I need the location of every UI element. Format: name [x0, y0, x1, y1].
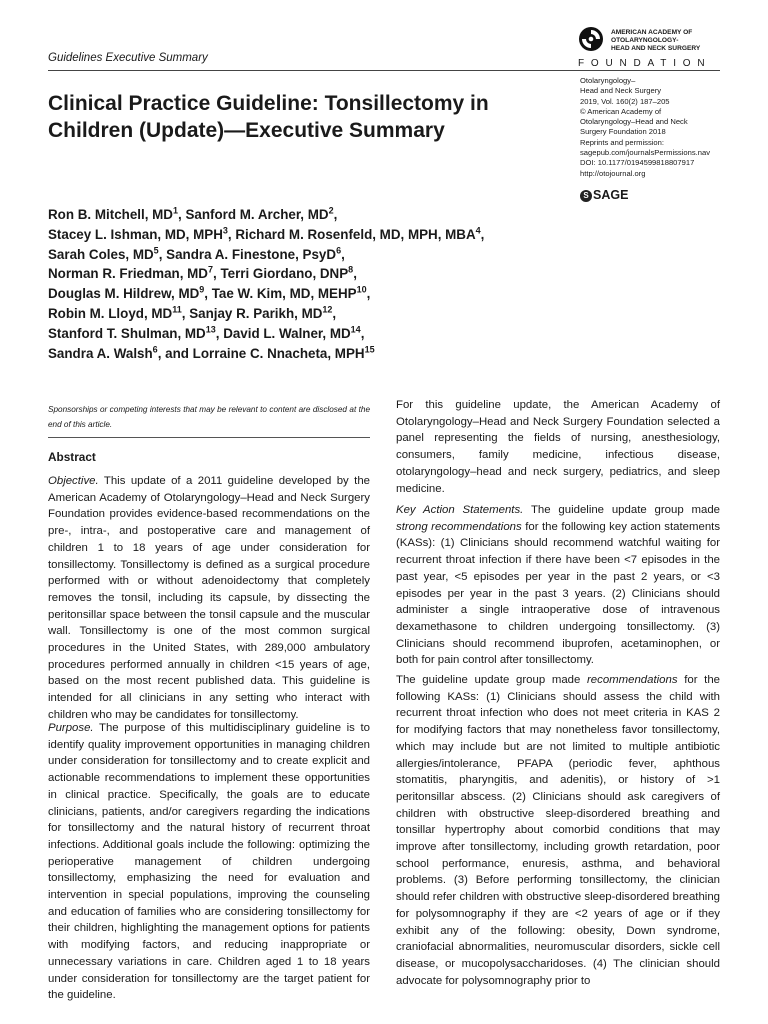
purpose-label: Purpose.	[48, 722, 94, 734]
author-affiliation-marker: 15	[364, 344, 375, 355]
author-name: Robin M. Lloyd, MD	[48, 305, 173, 321]
author-name: Douglas M. Hildrew, MD	[48, 286, 200, 302]
sponsorship-note: Sponsorships or competing interests that may be relevant to content are disclosed at the end of this article.	[48, 405, 370, 429]
running-title: Guidelines Executive Summary	[48, 52, 208, 64]
objective-label: Objective.	[48, 475, 99, 487]
author-name: David L. Walner, MD	[223, 325, 351, 341]
author-line: Douglas M. Hildrew, $MD^9$, Tae W. Kim, MD, MEHP$^{10}$,	[48, 284, 371, 302]
author-affiliation-marker: 13	[205, 324, 216, 335]
sage-logo: S SAGE	[580, 188, 628, 204]
author-affiliation-marker: 1	[172, 205, 178, 216]
author-name: Stacey L. Ishman, MD, MPH	[48, 226, 223, 242]
purpose-paragraph	[48, 720, 370, 1004]
author-affiliation-marker: 8	[348, 264, 354, 275]
panel-paragraph: For this guideline update, the American Academy of Otolaryngology–Head and Neck Surgery Foundation selected a panel representing the fields of nursing, anesthesiology, consumers, family medicine, infectious disease, otolaryngology–head and neck surgery, pediatrics, and sleep medicine.	[396, 399, 720, 495]
section-divider	[48, 437, 370, 438]
author-name: Sandra A. Walsh	[48, 345, 153, 361]
doi-link[interactable]: DOI: 10.1177/0194599818807917	[580, 158, 695, 168]
author-affiliation-marker: 12	[322, 304, 333, 315]
article-title: Clinical Practice Guideline: Tonsillectomy in Children (Update)—Executive Summary	[48, 92, 489, 142]
recommendations-paragraph: The guideline update group made recommendations for the following KASs: (1) Clinicians should assess the child with recurrent throat infection who does not meet criteria in KAS 2 for modifying factors that may nonetheless favor tonsillectomy, which may include but are not limited to multiple antibiotic allergies/intolerance, PFAPA (periodic fever, aphthous stomatitis, pharyngitis, and adenitis), or history of >1 peritonsillar abscess. (2) Clinicians should ask caregivers of children with obstructive sleep-disordered breathing and tonsillar hypertrophy about comorbid conditions that may improve after tonsillectomy, including growth retardation, poor school performance, enuresis, asthma, and behavioral problems. (3) Before performing tonsillectomy, the clinician should refer children with obstructive sleep-disordered breathing for polysomnography if they are <2 years of age or if they exhibit any of the following: obesity, Down syndrome, craniofacial abnormalities, neuromuscular disorders, sickle cell disease, or mucopolysaccharidoses. (4) The clinician should advocate for polysomnography prior to	[396, 674, 721, 987]
logo-foundation-text: FOUNDATION	[578, 58, 712, 69]
author-affiliation-marker: 9	[199, 284, 205, 295]
permissions-link[interactable]: sagepub.com/journalsPermissions.nav	[580, 148, 711, 158]
key-action-statements-paragraph: Key Action Statements. The guideline update group made strong recommendations for the following key action statements (KASs): (1) Clinicians should recommend watchful waiting for recurrent throat infection if there have been <7 episodes in the past year, <5 episodes per year in the past 2 years, or <3 episodes per year in the past 3 years. (2) Clinicians should administer a single intraoperative dose of intravenous dexamethasone to children undergoing tonsillectomy. (3) Clinicians should recommend ibuprofen, acetaminophen, or both for pain control after tonsillectomy.	[396, 504, 721, 667]
author-affiliation-marker: 3	[222, 225, 228, 236]
author-affiliation-marker: 6	[152, 344, 158, 355]
author-affiliation-marker: 2	[328, 205, 334, 216]
author-affiliation-marker: 6	[336, 245, 342, 256]
purpose-text: The purpose of this multidisciplinary guideline is to identify quality improvement opportunities in managing children under consideration for tonsillectomy and to create explicit and actionable recommendations to implement these opportunities in clinical practice. Specifically, the goals are to educate clinicians, patients, and/or caregivers regarding the indications for tonsillectomy and the natural history of recurrent throat infections. Additional goals include the following: optimizing the perioperative management of children undergoing tonsillectomy, emphasizing the need for evaluation and intervention in special populations, improving the counseling and education of families who are considering tonsillectomy for their children, highlighting the management options for patients with modifying factors, and reducing inappropriate or unnecessary variations in care. Children aged 1 to 18 years under consideration for tonsillectomy are the target patient for the guideline.	[48, 722, 370, 1002]
author-name: Ron B. Mitchell, MD	[48, 207, 173, 222]
objective-paragraph	[48, 473, 370, 724]
author-name: Sanford M. Archer, MD	[185, 207, 329, 222]
aao-hns-foundation-logo	[578, 24, 728, 70]
author-line: Stacey L. Ishman, MD, MPH$^3$, Richard M. Rosenfeld, MD, MPH, MBA$^4$,	[48, 225, 485, 242]
abstract-heading: Abstract	[48, 450, 96, 464]
author-affiliation-marker: 11	[172, 304, 182, 315]
author-name: Terri Giordano, DNP	[220, 266, 349, 282]
header-rule	[48, 70, 720, 71]
author-name: Stanford T. Shulman, MD	[48, 325, 206, 341]
kas-label: Key Action Statements.	[396, 504, 524, 516]
author-line: Stanford T. Shulman, MD$^{13}$, David L. Walner, MD$^{14}$,	[48, 324, 365, 341]
author-affiliation-marker: 4	[475, 225, 481, 236]
author-name: Tae W. Kim, MD, MEHP	[211, 286, 357, 302]
objective-text: This update of a 2011 guideline developed by the American Academy of Otolaryngology–Head and Neck Surgery Foundation provides evidence-based recommendations on the pre-, intra-, and postoperative care and management of children 1 to 18 years of age under consideration for tonsillectomy. Tonsillectomy is defined as a surgical procedure performed with or without adenoidectomy that completely removes the tonsil, including its capsule, by dissecting the peritonsillar space between the tonsil capsule and the muscular wall. Tonsillectomy is one of the most common surgical procedures in the United States, with 289,000 ambulatory procedures performed annually in children <15 years of age, based on the most recent published data. This guideline is intended for all clinicians in any setting who interact with children who may be candidates for tonsillectomy.	[48, 475, 370, 721]
foundation-emblem-icon	[578, 26, 604, 52]
author-affiliation-marker: 10	[356, 284, 367, 295]
journal-info: Otolaryngology– Head and Neck Surgery 2019, Vol. 160(2) 187–205 © American Academy of Otolaryngology–Head and Neck Surgery Foundation 2018 Reprints and permission: sagepub.com/journalsPermissions.nav DOI: 10.1177/0194599818807917 http://otojournal.org	[580, 76, 730, 179]
logo-org-name: AMERICAN ACADEMY OF OTOLARYNGOLOGY- HEAD AND NECK SURGERY	[611, 29, 701, 52]
author-name: Sarah Coles, MD	[48, 246, 154, 262]
author-name: and Lorraine C. Nnacheta, MPH	[165, 345, 365, 361]
author-name: Sandra A. Finestone, PsyD	[166, 246, 337, 262]
author-line: Norman R. Friedman, $MD^7$, Terri Giordano, DNP$^8$,	[48, 264, 357, 282]
author-line: Sandra A. Walsh$^6$, and Lorraine C. Nnacheta, MPH$^{15}$	[48, 344, 375, 361]
sage-icon: S	[580, 190, 592, 202]
author-name: Sanjay R. Parikh, MD	[189, 305, 323, 321]
author-affiliation-marker: 5	[153, 245, 159, 256]
author-list	[48, 205, 608, 363]
author-line: Robin M. Lloyd, MD$^{11}$, Sanjay R. Parikh, MD$^{12}$,	[48, 304, 337, 321]
journal-url-link[interactable]: http://otojournal.org	[580, 168, 646, 178]
author-line: Ron B. Mitchell, $MD^1$, Sanford M. Archer, $MD^2$,	[48, 205, 338, 222]
author-line: Sarah Coles, $MD^5$, Sandra A. Finestone, PsyD$^6$,	[48, 245, 345, 262]
author-name: Richard M. Rosenfeld, MD, MPH, MBA	[235, 226, 476, 242]
author-affiliation-marker: 7	[207, 264, 213, 275]
author-name: Norman R. Friedman, MD	[48, 266, 208, 282]
author-affiliation-marker: 14	[350, 324, 361, 335]
